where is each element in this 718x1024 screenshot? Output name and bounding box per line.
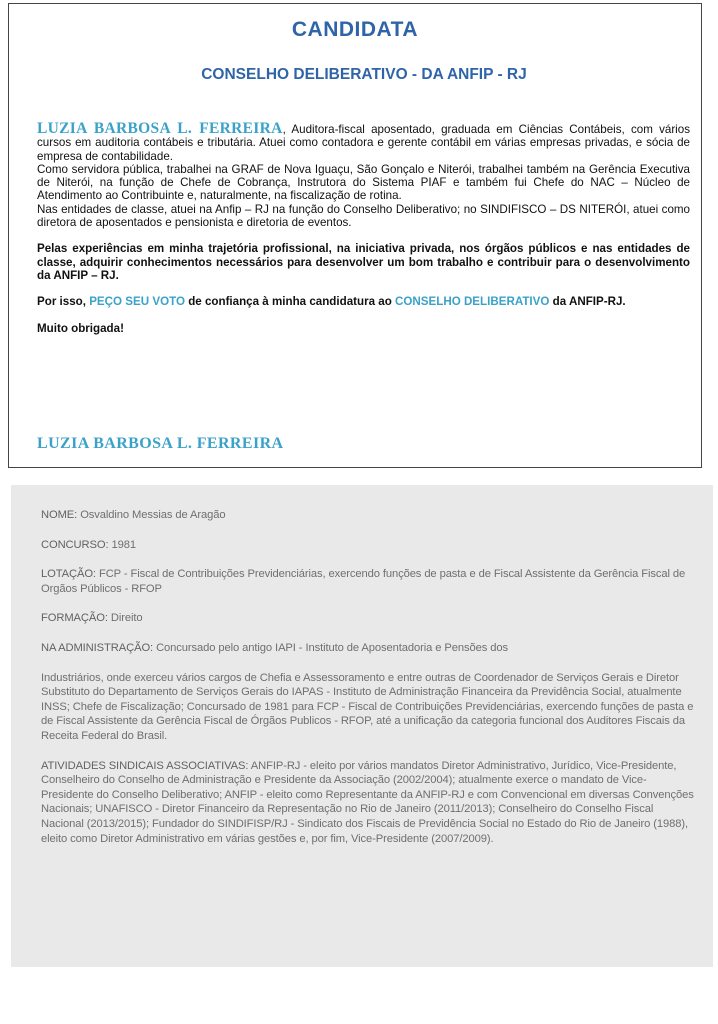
administracao-label: NA ADMINISTRAÇÃO: <box>41 641 154 654</box>
profile-info <box>41 508 696 846</box>
signature-name: LUZIA BARBOSA L. FERREIRA <box>37 435 284 452</box>
formacao-label: FORMAÇÃO: <box>41 612 108 625</box>
administracao-continuation: Industriários, onde exerceu vários cargos de Chefia e Assessoramento e entre outras de Coordenador de Serviços Gerais e Diretor Substituto do Departamento de Serviços Gerais do IAPAS - Instituto de Administração Financeira da Previdência Social, atualmente INSS; Chefe de Fiscalização; Concursado de 1981 para FCP - Fiscal de Contribuições Previdenciárias, exercendo funções de pasta e de Fiscal Assistente da Gerência Fiscal de Órgãos Publicos - RFOP, até a unificação da categoria funcional dos Auditores Fiscais da Receita Federal do Brasil. <box>41 671 694 742</box>
nome-row <box>41 508 696 523</box>
concurso-value: 1981 <box>111 538 136 551</box>
candidate-card <box>8 3 702 468</box>
atividades-row <box>41 759 696 847</box>
council-subheading: CONSELHO DELIBERATIVO - DA ANFIP - RJ <box>201 66 527 83</box>
candidate-name: LUZIA BARBOSA L. FERREIRA <box>37 120 283 137</box>
atividades-value: ANFIP-RJ - eleito por vários mandatos Diretor Administrativo, Jurídico, Vice-Presidente, Conselheiro do Conselho de Administração e Presidente da Associação (2002/2004); atualmente exerce o mandato de Vice-Presidente do Conselho Deliberativo; ANFIP - eleito como Representante da ANFIP-RJ e com Convencional em diversas Convenções Nacionais; UNAFISCO - Diretor Financeiro da Representação no Rio de Janeiro (2011/2013); Conselheiro do Conselho Fiscal Nacional (2013/2015); Fundador do SINDIFISP/RJ - Sindicato dos Fiscais de Previdência Social no Estado do Rio de Janeiro (1988), eleito como Diretor Administrativo em várias gestões e, por fim, Vice-Presidente (2007/2009). <box>41 759 694 845</box>
concurso-row <box>41 538 696 553</box>
candidate-bio <box>37 122 690 335</box>
nome-value: Osvaldino Messias de Aragão <box>80 509 226 521</box>
intro-paragraph <box>37 122 690 163</box>
candidate-heading: CANDIDATA <box>291 18 419 41</box>
class-entities-paragraph: Nas entidades de classe, atuei na Anfip – RJ na função do Conselho Deliberativo; no SINDIFISCO – DS NITERÓI, atuei como diretora de aposentados e pensionista e diretoria de eventos. <box>37 202 690 230</box>
administracao-row <box>41 641 696 656</box>
formacao-value: Direito <box>110 612 143 625</box>
profile-card <box>11 485 713 967</box>
vote-request-paragraph <box>37 295 690 308</box>
nome-label: NOME: <box>41 509 78 521</box>
atividades-label: ATIVIDADES SINDICAIS ASSOCIATIVAS: <box>41 759 249 772</box>
administracao-value: Concursado pelo antigo IAPI - Instituto de Aposentadoria e Pensões dos <box>156 641 508 654</box>
public-service-paragraph: Como servidora pública, trabalhei na GRAF de Nova Iguaçu, São Gonçalo e Niterói, trabalhei também na Gerência Executiva de Niterói, na função de Chefe de Cobrança, Instrutora do Sistema PIAF e também fui Chefe do NAC – Núcleo de Atendimento ao Contribuinte e, naturalmente, na fiscalização de rotina. <box>37 162 690 203</box>
vote-highlight: PEÇO SEU VOTO <box>89 295 185 309</box>
formacao-row <box>41 611 696 626</box>
vote-prefix: Por isso, <box>37 295 90 309</box>
lotacao-value: FCP - Fiscal de Contribuições Previdenciárias, exercendo funções de pasta e de Fiscal Assistente da Gerência Fiscal de Orgãos Públicos - RFOP <box>41 568 686 595</box>
concurso-label: CONCURSO: <box>41 538 109 551</box>
vote-suffix: da ANFIP-RJ. <box>549 295 626 309</box>
intro-text: , Auditora-fiscal aposentado, graduada em Ciências Contábeis, com vários cursos em auditoria contábeis e tributária. Atuei como contadora e gerente contábil em várias empresas privadas, e sócia de empresa de contabilidade. <box>37 123 690 163</box>
lotacao-row <box>41 567 696 596</box>
lotacao-label: LOTAÇÃO: <box>41 568 96 581</box>
vote-middle: de confiança à minha candidatura ao <box>184 295 396 309</box>
council-highlight: CONSELHO DELIBERATIVO <box>395 295 550 309</box>
thanks-line: Muito obrigada! <box>37 321 124 335</box>
experience-paragraph: Pelas experiências em minha trajetória profissional, na iniciativa privada, nos órgãos públicos e nas entidades de classe, adquirir conhecimentos necessários para desenvolver um bom trabalho e contribuir para o desenvolvimento da ANFIP – RJ. <box>37 242 690 282</box>
